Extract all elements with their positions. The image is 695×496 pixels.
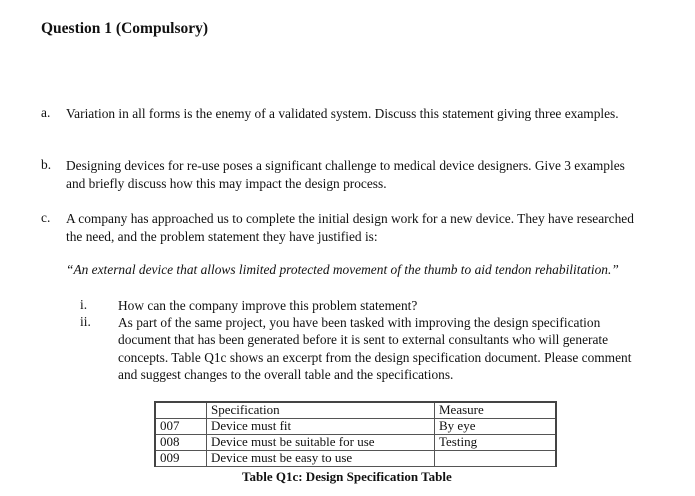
part-c-line: A company has approached us to complete the initial design work for a new device. They have researched [66,211,634,226]
part-b-line: and briefly discuss how this may impact the design process. [66,176,387,191]
header-cell-id [155,402,207,419]
row-specification-cell: Device must be easy to use [207,451,435,467]
table-row [155,435,556,451]
subpart-ii-line: document that has been generated before it is sent to external consultants who will generate [118,332,609,348]
subpart-ii-label: ii. [80,314,91,329]
row-specification-cell: Device must be suitable for use [207,435,435,451]
row-measure-cell [435,451,557,467]
row-id-cell: 008 [155,435,207,451]
header-cell-measure: Measure [435,402,557,419]
part-b-text [66,157,676,193]
subpart-ii-text [118,314,678,384]
table-row [155,419,556,435]
table-row [155,451,556,467]
subpart-i-text [118,297,678,314]
part-a-label: a. [41,105,51,120]
part-c-text [66,210,676,246]
question-title: Question 1 (Compulsory) [41,20,209,37]
part-b-label: b. [41,157,52,172]
table-caption: Table Q1c: Design Specification Table [242,469,452,484]
subpart-i-label: i. [80,297,88,312]
part-a-text: Variation in all forms is the enemy of a validated system. Discuss this statement giving three examples. [66,106,619,121]
design-specification-table [154,401,557,467]
subpart-ii-line: concepts. Table Q1c shows an excerpt from the design specification document. Please comment [118,349,632,365]
header-cell-specification: Specification [207,402,435,419]
part-b-line: Designing devices for re-use poses a significant challenge to medical device designers. Give 3 examples [66,158,625,173]
table-header-row [155,402,556,419]
row-id-cell: 009 [155,451,207,467]
part-c-label: c. [41,210,51,225]
part-c-line: the need, and the problem statement they have justified is: [66,229,378,244]
subpart-i-line: How can the company improve this problem statement? [118,298,418,313]
problem-statement-quote: “An external device that allows limited protected movement of the thumb to aid tendon rehabilitation.” [66,262,619,277]
subpart-ii-line: and suggest changes to the overall table and the specifications. [118,367,454,383]
row-measure-cell: By eye [435,419,557,435]
row-measure-cell: Testing [435,435,557,451]
subpart-ii-line: As part of the same project, you have been tasked with improving the design specification [118,315,601,330]
row-id-cell: 007 [155,419,207,435]
row-specification-cell: Device must fit [207,419,435,435]
